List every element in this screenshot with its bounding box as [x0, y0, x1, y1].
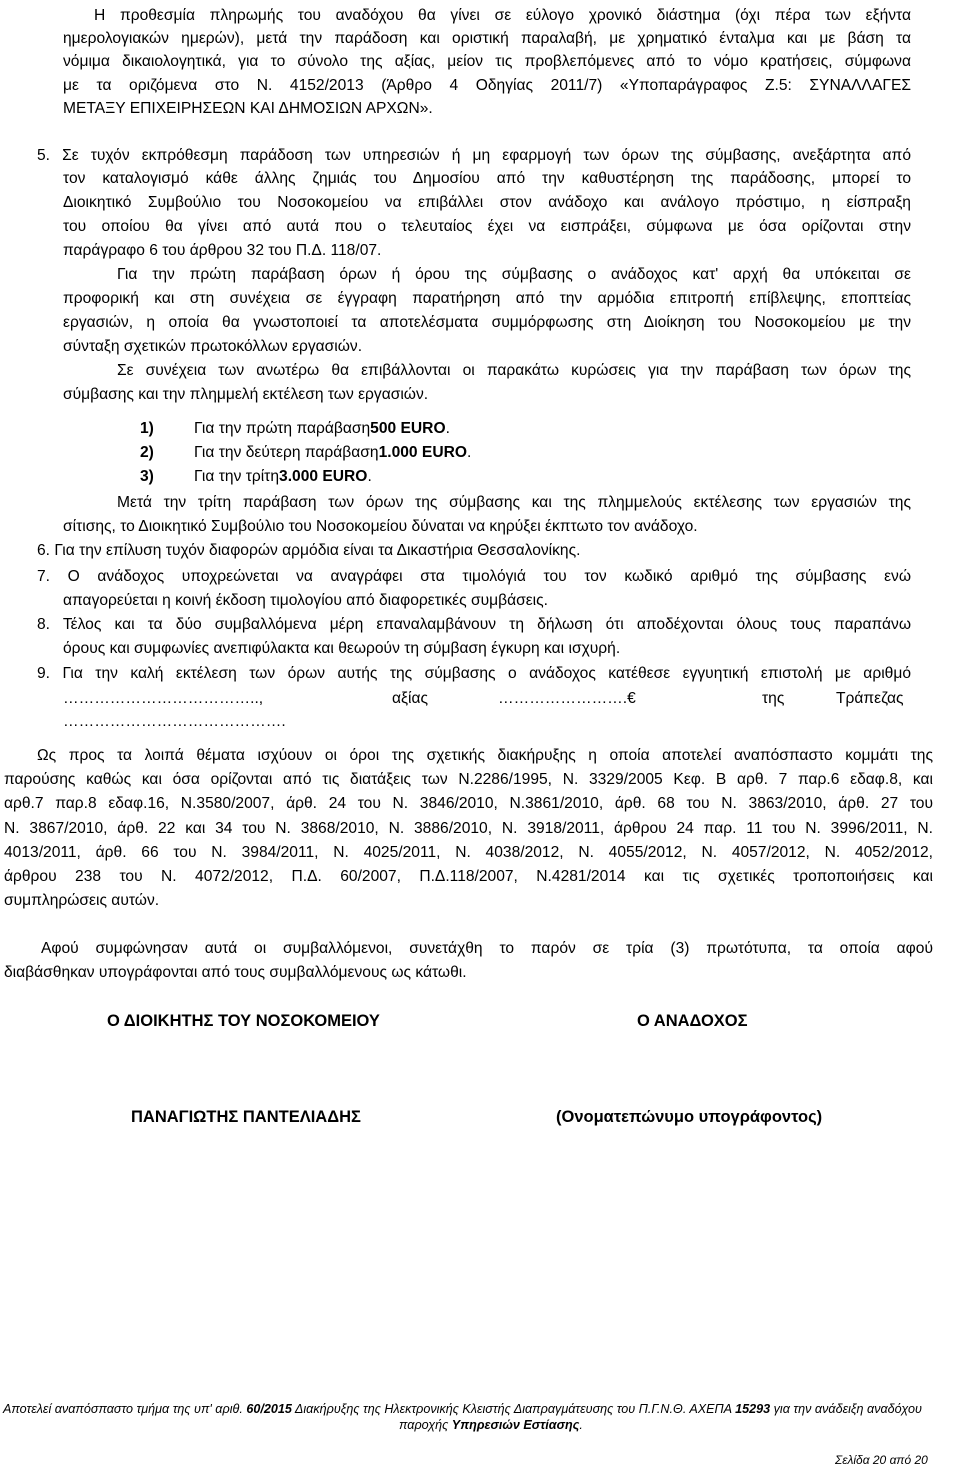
item8-line-2: όρους και συμφωνίες ανεπιφύλακτα και θεωρούν τη σύμβαση έγκυρη και ισχυρή. [63, 640, 621, 657]
guarantee-bank-of: της [762, 690, 785, 707]
penalty-amount: 1.000 EURO [378, 444, 467, 461]
signature-title-contractor: Ο ΑΝΑΔΟΧΟΣ [637, 1012, 748, 1030]
terms-line-7: συμπληρώσεις αυτών. [4, 892, 160, 909]
penalty-end: . [445, 420, 450, 437]
guarantee-bank-label: Τράπεζας [836, 690, 904, 707]
penalty-number: 3) [140, 468, 154, 485]
item9-line-1: 9. Για την καλή εκτέλεση των όρων αυτής της σύμβασης ο ανάδοχος κατέθεσε εγγυητική επιστολή με αριθμό [37, 665, 911, 682]
penalty-number: 1) [140, 420, 154, 437]
payment-line-5: ΜΕΤΑΞΥ ΕΠΙΧΕΙΡΗΣΕΩΝ ΚΑΙ ΔΗΜΟΣΙΩΝ ΑΡΧΩΝ». [63, 100, 433, 117]
guarantee-bank-blank: ……………………………………. [63, 713, 286, 730]
terms-line-2: παρούσης καθώς και όσα ορίζονται από τις διατάξεις των Ν.2286/1995, Ν. 3329/2005 Κεφ. Β αρθ. 7 παρ.6 εδαφ.8, και [4, 771, 933, 788]
footer-line-1 [3, 1402, 922, 1416]
item8-line-1: 8. Τέλος και τα δύο συμβαλλόμενα μέρη επαναλαμβάνουν τη δήλωση ότι αποδέχονται όλους τους παραπάνω [37, 616, 911, 633]
penalty-text: Για την τρίτη [194, 468, 280, 485]
payment-line-1: Η προθεσμία πληρωμής του αναδόχου θα γίνει σε εύλογο χρονικό διάστημα (όχι πέρα των εξήντα [94, 7, 911, 24]
footer-text: για την ανάδειξη αναδόχου [770, 1402, 922, 1416]
footer-text: Διακήρυξης της Ηλεκτρονικής Κλειστής Διαπραγμάτευσης του Π.Γ.Ν.Θ. ΑΧΕΠΑ [291, 1402, 736, 1416]
payment-line-4: με τα οριζόμενα στο Ν. 4152/2013 (Άρθρο 4 Οδηγίας 2011/7) «Υποπαράγραφος Ζ.5: ΣΥΝΑΛΛΑΓΕΣ [63, 77, 911, 94]
footer-text: . [579, 1418, 583, 1432]
sanctions-line-1: Σε συνέχεια των ανωτέρω θα επιβάλλονται οι παρακάτω κυρώσεις για την παράβαση των όρων της [117, 362, 911, 379]
after-third-line-2: σίτισης, το Διοικητικό Συμβούλιο του Νοσοκομείου δύναται να κηρύξει έκπτωτο τον ανάδοχο. [63, 518, 698, 535]
terms-line-6: άρθρου 238 του Ν. 4072/2012, Π.Δ. 60/2007, Π.Δ.118/2007, Ν.4281/2014 και τις σχετικές τροποποιήσεις και [4, 868, 933, 885]
penalty-item-1 [140, 418, 450, 440]
signature-name-contractor: (Ονοματεπώνυμο υπογράφοντος) [556, 1108, 823, 1126]
terms-line-4: Ν. 3867/2010, άρθ. 22 και 34 του Ν. 3868/2010, Ν. 3886/2010, Ν. 3918/2011, άρθρου 24 παρ. 11 του Ν. 3996/2011, Ν. [4, 820, 933, 837]
footer-tender-number: 60/2015 [246, 1402, 292, 1416]
after-third-line-1: Μετά την τρίτη παράβαση των όρων της σύμβασης και της πλημμελούς εκτέλεσης των εργασιών της [117, 494, 911, 511]
signature-name-hospital: ΠΑΝΑΓΙΩΤΗΣ ΠΑΝΤΕΛΙΑΔΗΣ [131, 1108, 361, 1126]
item7-line-2: απαγορεύεται η κοινή έκδοση τιμολογίου από διαφορετικές συμβάσεις. [63, 592, 548, 609]
item7-line-1: 7. Ο ανάδοχος υποχρεώνεται να αναγράφει στα τιμολόγιά του τον κωδικό αριθμό της σύμβασης ενώ [37, 568, 911, 585]
penalty-text: Για την δεύτερη παράβαση [194, 444, 379, 461]
terms-line-1: Ως προς τα λοιπά θέματα ισχύουν οι όροι της σχετικής διακήρυξης η οποία αποτελεί αναπόσπαστο κομμάτι της [37, 747, 933, 764]
first-breach-line-3: εργασιών, η οποία θα γνωστοποιεί τα αποτελέσματα συμμόρφωσης στη Διοίκηση του Νοσοκομείου με την [63, 314, 911, 331]
footer-protocol-number: 15293 [735, 1402, 771, 1416]
guarantee-value-label: αξίας [392, 690, 428, 707]
guarantee-number-blank: ……………………………….., [63, 690, 264, 707]
first-breach-line-4: σύνταξη σχετικών πρωτοκόλλων εργασιών. [63, 338, 363, 355]
penalty-text: Για την πρώτη παράβαση [194, 420, 371, 437]
item5-line-2: τον καταλογισμό κάθε άλλης ζημιάς του Δημοσίου από την καθυστέρηση της παράδοσης, μπορεί το [63, 170, 911, 187]
first-breach-line-1: Για την πρώτη παράβαση όρων ή όρου της σύμβασης ο ανάδοχος κατ' αρχή θα υπόκειται σε [117, 266, 911, 283]
item5-line-3: Διοικητικό Συμβούλιο του Νοσοκομείου να επιβάλλει στον ανάδοχο και ανάλογο πρόστιμο, η είσπραξη [63, 194, 911, 211]
closing-line-2: διαβάσθηκαν υπογράφονται από τους συμβαλλόμενους ως κάτωθι. [4, 964, 467, 981]
item5-line-1: 5. Σε τυχόν εκπρόθεσμη παράδοση των υπηρεσιών ή μη εφαρμογή των όρων της σύμβασης, ανεξάρτητα από [37, 147, 911, 164]
payment-line-2: ημερολογιακών ημερών), μετά την παράδοση και οριστική παραλαβή, με χρηματικό ένταλμα και με βάση τα [63, 30, 911, 47]
penalty-end: . [367, 468, 372, 485]
terms-line-3: αρθ.7 παρ.8 εδαφ.16, Ν.3580/2007, άρθ. 24 του Ν. 3846/2010, Ν.3861/2010, άρθ. 68 του Ν. 3863/2010, άρθ. 27 του [4, 795, 933, 812]
penalty-item-3 [140, 466, 372, 488]
footer-line-2 [399, 1418, 583, 1432]
page-number: Σελίδα 20 από 20 [835, 1453, 928, 1467]
penalty-amount: 500 EURO [370, 420, 446, 437]
item5-line-5: παράγραφο 6 του άρθρου 32 του Π.Δ. 118/07. [63, 242, 382, 259]
guarantee-value-blank: …………………….€ [498, 690, 636, 707]
penalty-item-2 [140, 442, 471, 464]
penalty-number: 2) [140, 444, 154, 461]
footer-text: παροχής [399, 1418, 452, 1432]
footer-service-name: Υπηρεσιών Εστίασης [451, 1418, 580, 1432]
signature-title-hospital: Ο ΔΙΟΙΚΗΤΗΣ ΤΟΥ ΝΟΣΟΚΟΜΕΙΟΥ [107, 1012, 380, 1030]
closing-line-1: Αφού συμφώνησαν αυτά οι συμβαλλόμενοι, συνετάχθη το παρόν σε τρία (3) πρωτότυπα, τα οποία αφού [41, 940, 933, 957]
first-breach-line-2: προφορική και στη συνέχεια σε έγγραφη παρατήρηση από την αρμόδια επιτροπή επίβλεψης, εποπτείας [63, 290, 911, 307]
item6: 6. Για την επίλυση τυχόν διαφορών αρμόδια είναι τα Δικαστήρια Θεσσαλονίκης. [37, 542, 581, 559]
item5-line-4: του οποίου θα γίνει από αυτά που ο τελευταίος έχει να εισπράξει, σύμφωνα με όσα ορίζονται στην [63, 218, 911, 235]
penalty-amount: 3.000 EURO [279, 468, 368, 485]
penalty-end: . [466, 444, 472, 461]
footer-text: Αποτελεί αναπόσπαστο τμήμα της υπ' αριθ. [3, 1402, 247, 1416]
payment-line-3: νόμιμα δικαιολογητικά, για το σύνολο της αξίας, μείον τις προβλεπόμενες από το νόμο κρατήσεις, σύμφωνα [63, 53, 911, 70]
sanctions-line-2: σύμβασης και την πλημμελή εκτέλεση των εργασιών. [63, 386, 429, 403]
terms-line-5: 4013/2011, άρθ. 66 του Ν. 3984/2011, Ν. 4025/2011, Ν. 4038/2012, Ν. 4055/2012, Ν. 4057/2012, Ν. 4052/2012, [4, 844, 933, 861]
